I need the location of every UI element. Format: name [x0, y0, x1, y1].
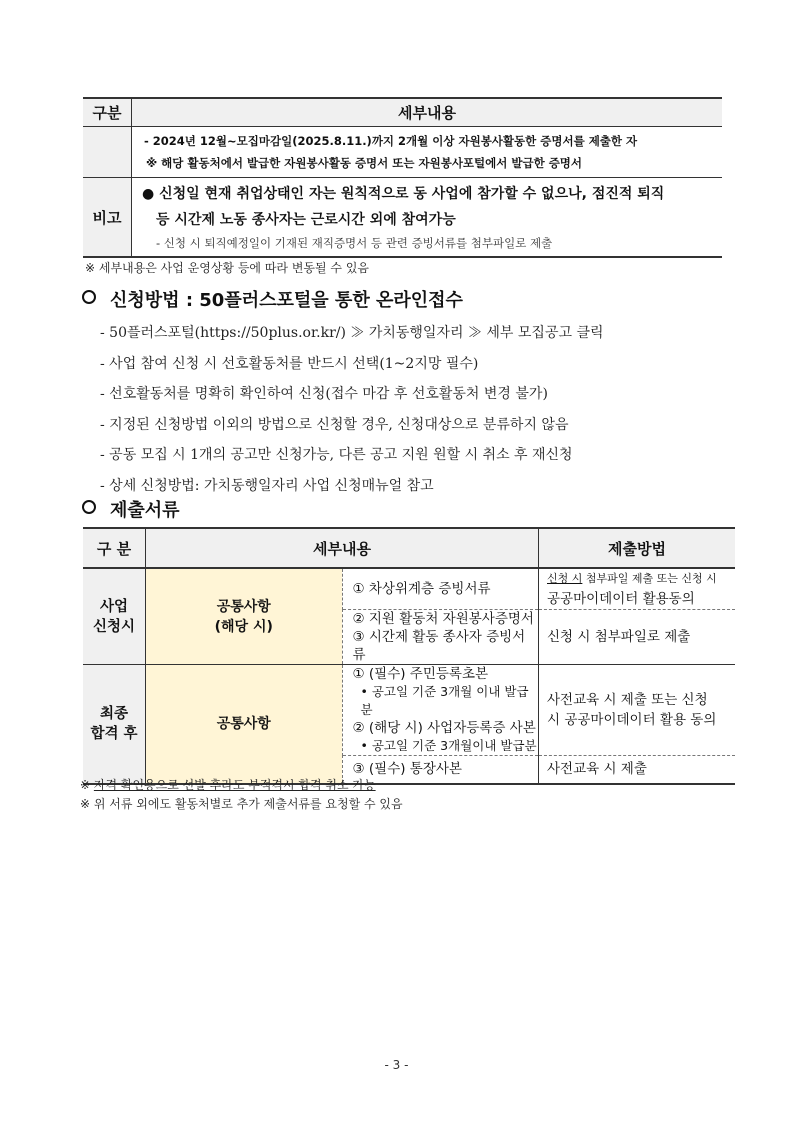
- table-note: ※ 세부내용은 사업 운영상황 등에 따라 변동될 수 있음: [85, 261, 370, 275]
- list-item: - 상세 신청방법: 가치동행일자리 사업 신청매뉴얼 참고: [100, 477, 434, 494]
- header-details: 세부내용: [146, 528, 539, 568]
- method-underlined: 신청 시: [547, 572, 583, 585]
- doc-item: ① (필수) 주민등록초본: [352, 666, 489, 682]
- detail-note: ※ 해당 활동처에서 발급한 자원봉사활동 증명서 또는 자원봉사포털에서 발급한 증명서: [146, 156, 583, 170]
- detail-line: - 2024년 12월~모집마감일(2025.8.11.)까지 2개월 이상 자원봉사활동한 증명서를 제출한 자: [144, 134, 638, 148]
- doc-method: [539, 665, 736, 756]
- group-label-final: [83, 665, 146, 784]
- section-title: 제출서류: [110, 500, 180, 521]
- doc-item: ① 차상위계층 증빙서류: [342, 568, 539, 610]
- list-item: - 50플러스포털(https://50plus.or.kr/) ≫ 가치동행일자리 ≫ 세부 모집공고 클릭: [100, 325, 604, 341]
- row-details: [132, 178, 723, 258]
- remark-bullet: ● 신청일 현재 취업상태인 자는 원칙적으로 동 사업에 참가할 수 없으나, 점진적 퇴직: [142, 186, 665, 202]
- doc-item: ③ (필수) 통장사본: [342, 756, 539, 784]
- remark-bullet-cont: 등 시간제 노동 종사자는 근로시간 외에 참여가능: [156, 212, 456, 228]
- note-line: [80, 776, 403, 795]
- header-details: 세부내용: [132, 98, 723, 127]
- table-row: [83, 178, 722, 258]
- table-header-row: [83, 98, 722, 127]
- method-line: 사전교육 시 제출 또는 신청: [547, 692, 708, 708]
- table-row: [83, 127, 722, 178]
- method-line: 공공마이데이터 활용동의: [547, 591, 695, 607]
- note-underlined: 자격 확인용으로 선발 후라도 부적격시 합격 취소 가능: [93, 778, 376, 792]
- section-heading-apply: [82, 286, 463, 312]
- method-small: [547, 569, 735, 589]
- section-heading-docs: [82, 496, 180, 522]
- row-label-remarks: 비고: [83, 178, 132, 258]
- doc-method: 신청 시 첨부파일로 제출: [539, 610, 736, 665]
- documents-table: [83, 527, 735, 785]
- label-line: 최종: [99, 705, 128, 722]
- header-category: 구분: [83, 98, 132, 127]
- list-item: - 지정된 신청방법 이외의 방법으로 신청할 경우, 신청대상으로 분류하지 않음: [100, 416, 569, 433]
- category-line: 공통사항: [216, 598, 271, 615]
- doc-item: ② 지원 활동처 자원봉사증명서: [352, 611, 534, 627]
- row-label: [83, 127, 132, 178]
- circle-bullet-icon: [82, 290, 96, 304]
- eligibility-table: [83, 97, 722, 258]
- label-line: 사업: [99, 598, 128, 615]
- doc-item-sub: • 공고일 기준 3개월이내 발급분: [360, 738, 537, 753]
- page-number: - 3 -: [384, 1058, 409, 1072]
- table-row: [83, 665, 735, 756]
- note-mark: ※: [80, 778, 94, 792]
- header-category: 구 분: [83, 528, 146, 568]
- group-category: 공통사항: [146, 665, 343, 784]
- label-line: 합격 후: [90, 725, 138, 742]
- group-label-apply: [83, 568, 146, 665]
- list-item: - 공동 모집 시 1개의 공고만 신청가능, 다른 공고 지원 원할 시 취소 후 재신청: [100, 447, 573, 463]
- doc-item: ③ 시간제 활동 종사자 증빙서류: [352, 629, 526, 663]
- apply-method-list: [100, 318, 604, 501]
- note-line: ※ 위 서류 외에도 활동처별로 추가 제출서류를 요청할 수 있음: [80, 797, 403, 811]
- method-rest: 첨부파일 제출 또는 신청 시: [582, 572, 717, 585]
- section-title: 신청방법 : 50플러스포털을 통한 온라인접수: [110, 290, 463, 311]
- list-item: - 선호활동처를 명확히 확인하여 신청(접수 마감 후 선호활동처 변경 불가): [100, 386, 548, 402]
- label-line: 신청시: [92, 618, 136, 635]
- doc-method: [539, 568, 736, 610]
- header-method: 제출방법: [539, 528, 736, 568]
- method-line: 시 공공마이데이터 활용 동의: [547, 712, 717, 728]
- doc-items: [342, 665, 539, 756]
- doc-method: 사전교육 시 제출: [539, 756, 736, 784]
- documents-notes: [80, 776, 403, 814]
- circle-bullet-icon: [82, 500, 96, 514]
- table-header-row: [83, 528, 735, 568]
- doc-item-sub: • 공고일 기준 3개월 이내 발급분: [360, 684, 529, 717]
- group-category: [146, 568, 343, 665]
- doc-items: [342, 610, 539, 665]
- remark-sub: - 신청 시 퇴직예정일이 기재된 재직증명서 등 관련 증빙서류를 첨부파일로 제출: [156, 236, 553, 250]
- row-details: [132, 127, 723, 178]
- doc-item: ② (해당 시) 사업자등록증 사본: [352, 720, 536, 736]
- table-row: [83, 568, 735, 610]
- list-item: - 사업 참여 신청 시 선호활동처를 반드시 선택(1~2지망 필수): [100, 355, 479, 372]
- category-line: (해당 시): [214, 618, 273, 635]
